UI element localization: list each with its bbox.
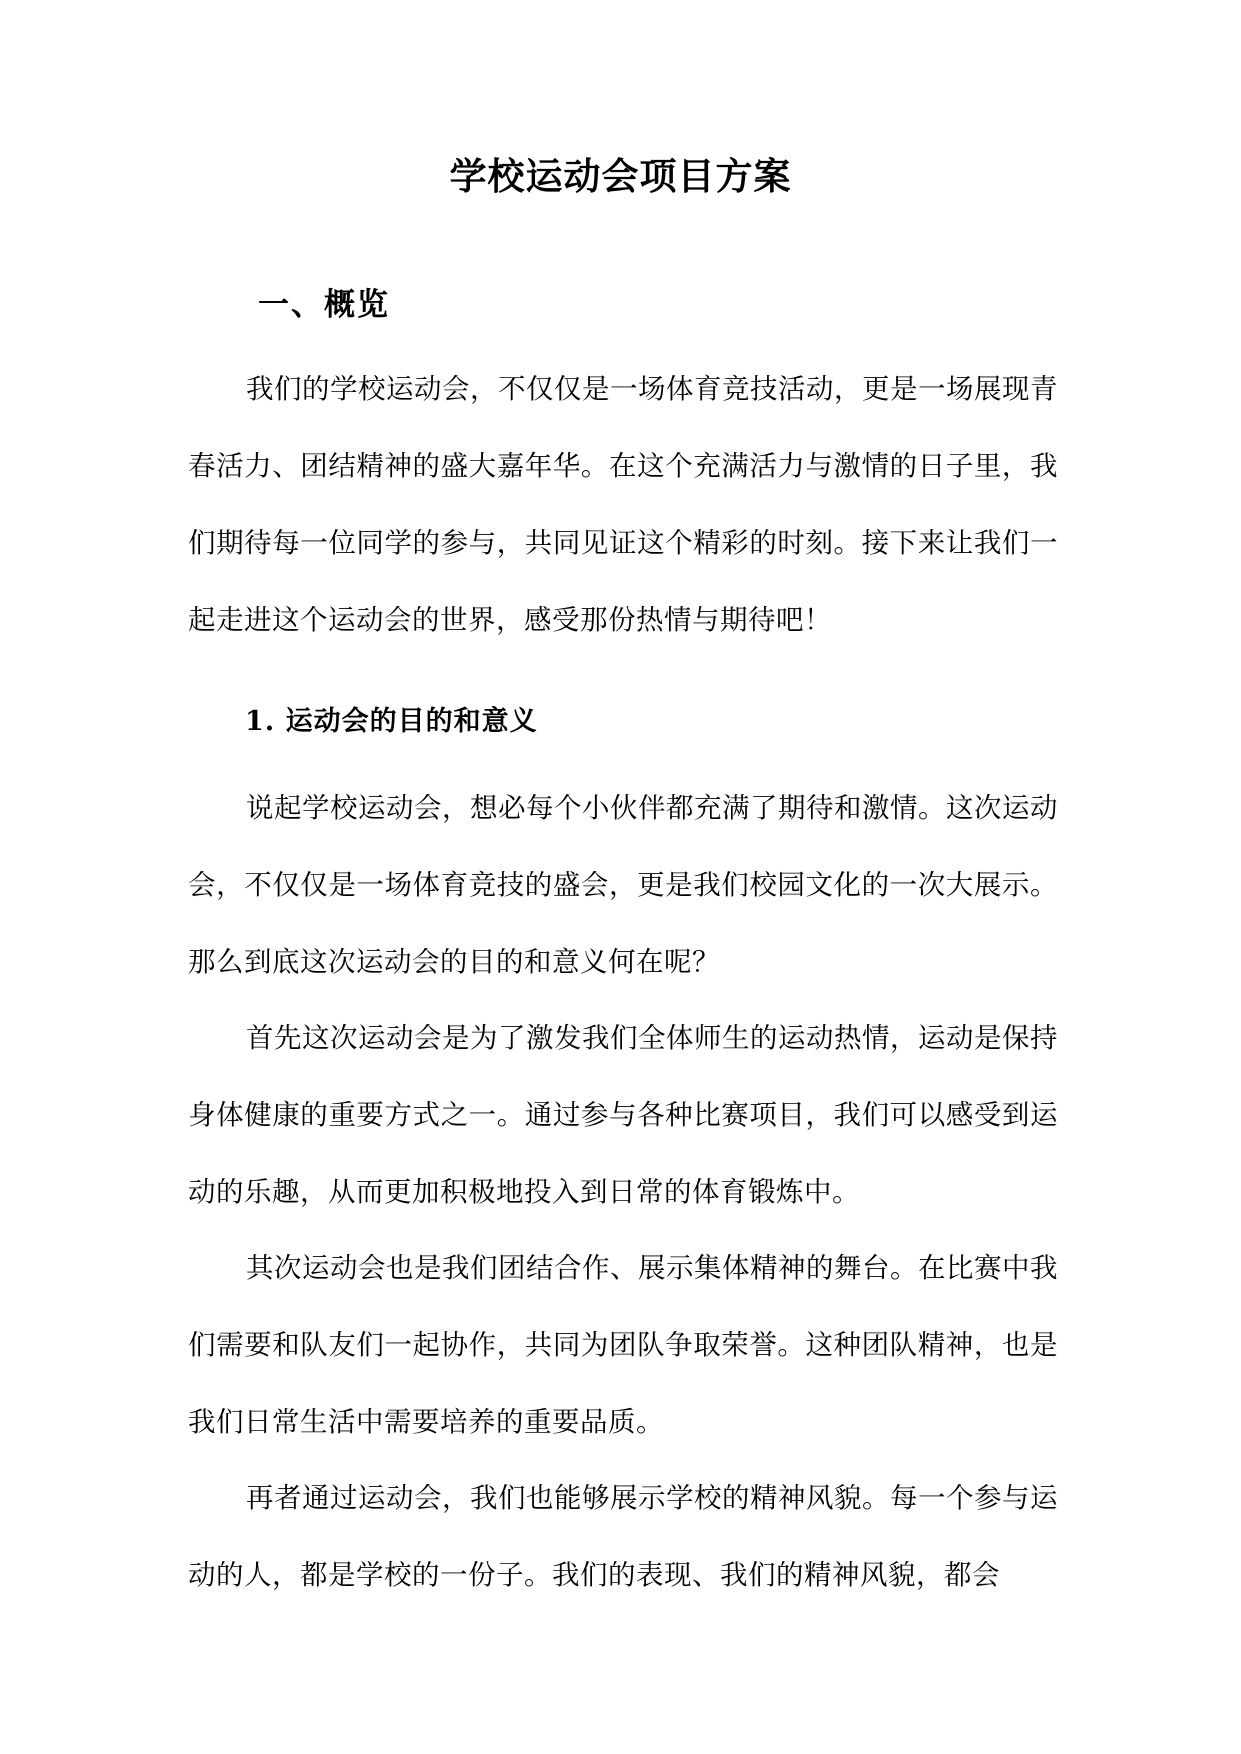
subsection-heading-purpose: 1. 运动会的目的和意义 [245,706,538,737]
overview-paragraph: 我们的学校运动会，不仅仅是一场体育竞技活动，更是一场展现青春活力、团结精神的盛大嘉年华。在这个充满活力与激情的日子里，我们期待每一位同学的参与，共同见证这个精彩的时刻。接下来让我们一起走进这个运动会的世界，感受那份热情与期待吧！ [188,373,1058,636]
body-paragraph: 其次运动会也是我们团结合作、展示集体精神的舞台。在比赛中我们需要和队友们一起协作，共同为团队争取荣誉。这种团队精神，也是我们日常生活中需要培养的重要品质。 [188,1252,1058,1438]
body-paragraph: 首先这次运动会是为了激发我们全体师生的运动热情，运动是保持身体健康的重要方式之一。通过参与各种比赛项目，我们可以感受到运动的乐趣，从而更加积极地投入到日常的体育锻炼中。 [188,1022,1058,1208]
document-title: 学校运动会项目方案 [449,154,792,198]
section-heading-overview: 一、概览 [258,287,390,323]
body-paragraph: 再者通过运动会，我们也能够展示学校的精神风貌。每一个参与运动的人，都是学校的一份子。我们的表现、我们的精神风貌，都会 [188,1482,1058,1591]
body-paragraph: 说起学校运动会，想必每个小伙伴都充满了期待和激情。这次运动会，不仅仅是一场体育竞技的盛会，更是我们校园文化的一次大展示。那么到底这次运动会的目的和意义何在呢？ [188,792,1058,978]
